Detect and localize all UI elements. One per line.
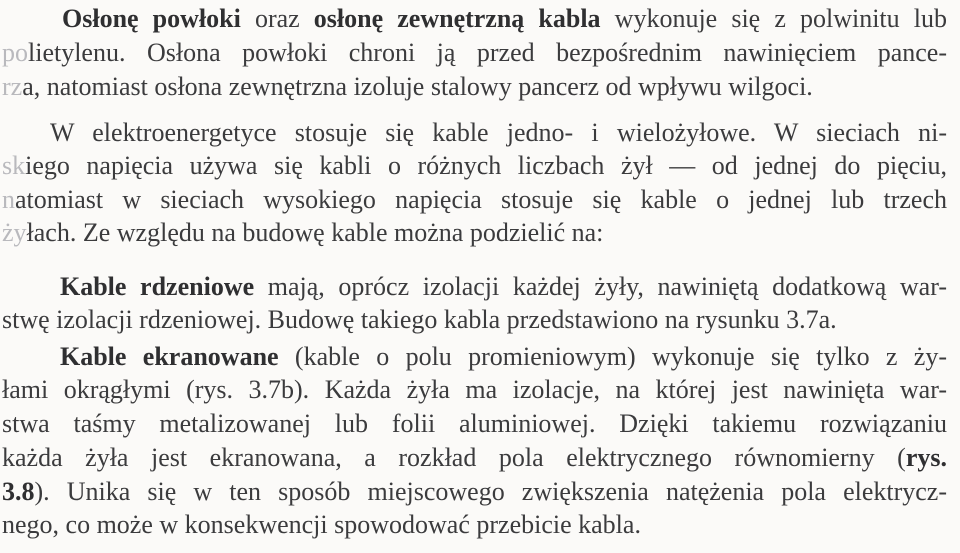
- term-kable-ekranowane: Kable ekranowane: [60, 342, 279, 371]
- ref-rys: rys.: [905, 443, 947, 472]
- term-oslone-powloki: Osłonę powłoki: [62, 4, 241, 33]
- p2-line-1: W elektroenergetyce stosuje się kable jedno- i wielożyłowe. W sieciach ni-: [50, 118, 947, 147]
- p4-line-5: 3.8). Unika się w ten sposób miejscowego zwiększenia natężenia pola elektrycz-: [2, 477, 947, 506]
- p2-line-2: skiego napięcia używa się kabli o różnych liczbach żył — od jednej do pięciu,: [2, 151, 947, 180]
- p3-line-1: Kable rdzeniowe mają, oprócz izolacji każdej żyły, nawiniętą dodatkową war-: [60, 272, 947, 301]
- p1-line-2: polietylenu. Osłona powłoki chroni ją przed bezpośrednim nawinięciem pance-: [2, 38, 947, 67]
- p4-line-2: łami okrągłymi (rys. 3.7b). Każda żyła ma izolacje, na której jest nawinięta war-: [2, 375, 947, 404]
- p4-line-1: Kable ekranowane (kable o polu promieniowym) wykonuje się tylko z ży-: [60, 342, 947, 371]
- p2-line-3: natomiast w sieciach wysokiego napięcia stosuje się kable o jednej lub trzech: [2, 185, 947, 214]
- p4-line-3: stwa taśmy metalizowanej lub folii aluminiowej. Dzięki takiemu rozwiązaniu: [2, 409, 947, 438]
- p4-line-6: nego, co może w konsekwencji spowodować przebicie kabla.: [2, 510, 641, 539]
- p1-line-3: rza, natomiast osłona zewnętrzna izoluje stalowy pancerz od wpływu wilgoci.: [2, 72, 813, 101]
- p1-line-1: Osłonę powłoki oraz osłonę zewnętrzną kabla wykonuje się z polwinitu lub: [62, 4, 947, 33]
- p3-line-2: stwę izolacji rdzeniowej. Budowę takiego kabla przedstawiono na rysunku 3.7a.: [2, 305, 837, 334]
- ref-3-8: 3.8: [2, 477, 35, 506]
- p2-line-4: żyłach. Ze względu na budowę kable można podzielić na:: [2, 218, 604, 247]
- term-kable-rdzeniowe: Kable rdzeniowe: [60, 272, 255, 301]
- p4-line-4: każda żyła jest ekranowana, a rozkład pola elektrycznego równomierny (rys.: [2, 443, 947, 472]
- term-oslone-zewnetrzna: osłonę zewnętrzną kabla: [313, 4, 601, 33]
